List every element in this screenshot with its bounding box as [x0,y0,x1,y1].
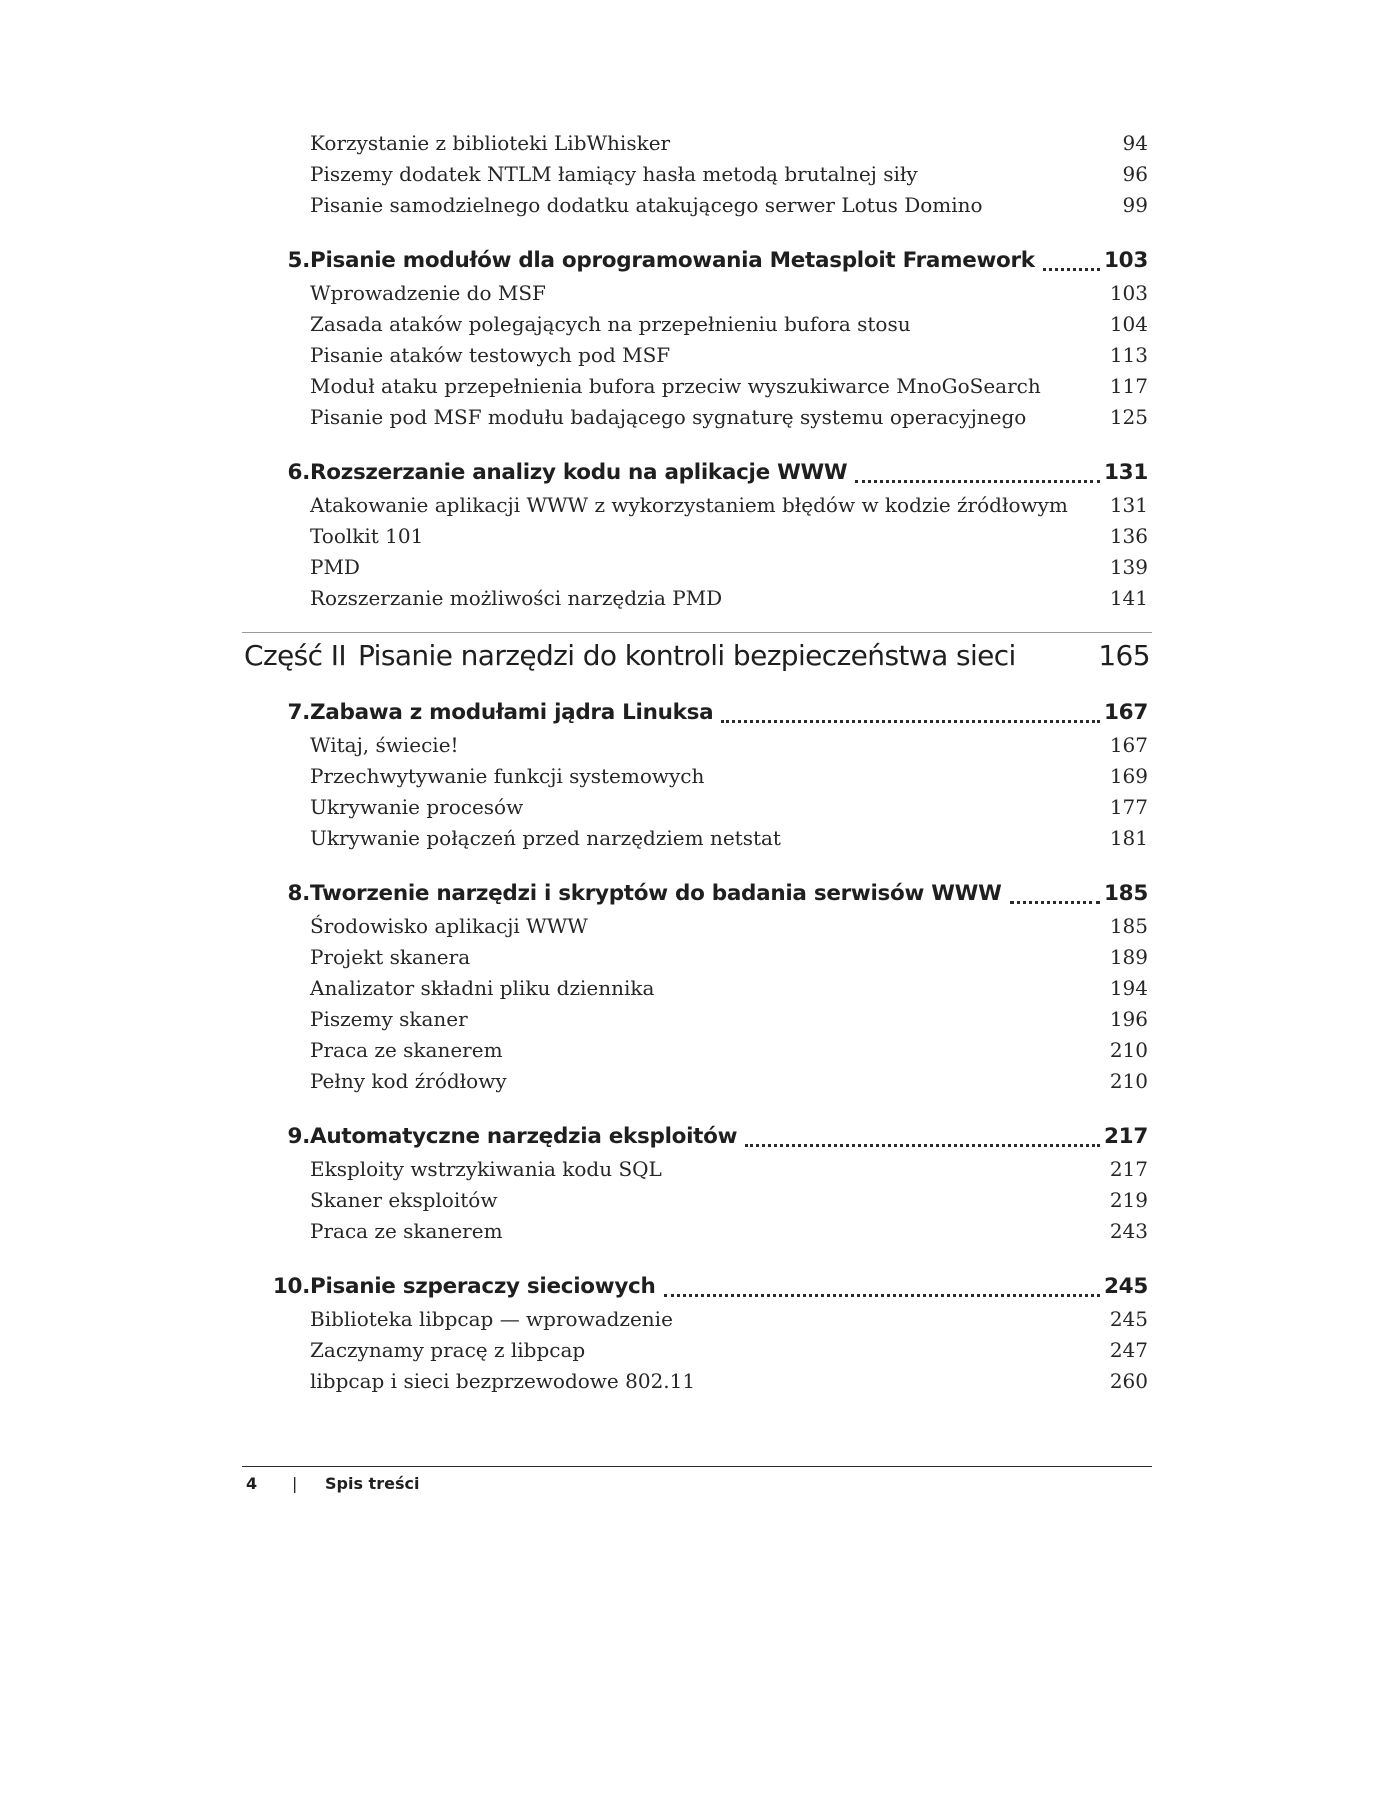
entry-page: 247 [1109,1338,1148,1362]
entry-title: Biblioteka libpcap — wprowadzenie [310,1307,673,1331]
entry-page: 99 [1122,193,1148,217]
chapter-page: 167 [1104,700,1148,725]
chapter-heading [240,1121,1148,1153]
chapter-title: Zabawa z modułami jądra Linuksa [310,700,714,725]
entry-page: 219 [1109,1188,1148,1212]
entry-page: 260 [1109,1369,1148,1393]
entry-title: Piszemy skaner [310,1007,468,1031]
part-title: Pisanie narzędzi do kontroli bezpieczeństwa sieci [358,639,1016,672]
footer-rule [242,1466,1152,1467]
chapter-page: 185 [1104,881,1148,906]
entry-page: 113 [1109,343,1148,367]
toc-entry [310,1304,1148,1334]
entry-page: 96 [1122,162,1148,186]
entry-page: 245 [1109,1307,1148,1331]
entry-title: Praca ze skanerem [310,1219,503,1243]
entry-page: 243 [1109,1219,1148,1243]
dot-leader [745,1144,1100,1147]
chapter-number: 7. [287,700,310,725]
entry-title: Toolkit 101 [310,524,424,548]
chapter-number: 9. [287,1124,310,1149]
entry-title: Środowisko aplikacji WWW [310,914,588,938]
toc-entry [310,371,1148,401]
chapter-number: 5. [287,248,310,273]
chapter-title: Automatyczne narzędzia eksploitów [310,1124,738,1149]
toc-entry [310,792,1148,822]
chapter-heading [240,878,1148,910]
toc-entry [310,942,1148,972]
entry-page: 131 [1109,493,1148,517]
entry-title: Rozszerzanie możliwości narzędzia PMD [310,586,723,610]
toc-entry [310,1185,1148,1215]
toc-entry [310,823,1148,853]
toc-entry [310,190,1148,220]
chapter-title: Pisanie modułów dla oprogramowania Metasploit Framework [310,248,1035,273]
chapter-page: 245 [1104,1274,1148,1299]
chapter-page: 131 [1104,460,1148,485]
chapter-number: 8. [287,881,310,906]
entry-page: 141 [1109,586,1148,610]
entry-page: 210 [1109,1069,1148,1093]
part-page: 165 [1098,639,1150,672]
chapter-title: Rozszerzanie analizy kodu na aplikacje WWW [310,460,848,485]
entry-page: 125 [1109,405,1148,429]
entry-page: 103 [1109,281,1148,305]
entry-title: Piszemy dodatek NTLM łamiący hasła metodą brutalnej siły [310,162,918,186]
entry-page: 136 [1109,524,1148,548]
entry-title: Zaczynamy pracę z libpcap [310,1338,586,1362]
entry-title: Wprowadzenie do MSF [310,281,546,305]
entry-page: 117 [1109,374,1148,398]
toc-entry [310,340,1148,370]
chapter-page: 103 [1104,248,1148,273]
toc-entry [310,583,1148,613]
entry-title: Projekt skanera [310,945,471,969]
entry-title: libpcap i sieci bezprzewodowe 802.11 [310,1369,696,1393]
entry-page: 194 [1109,976,1148,1000]
toc-entry [310,1035,1148,1065]
toc-entry [310,1066,1148,1096]
entry-title: Pisanie ataków testowych pod MSF [310,343,671,367]
entry-title: Eksploity wstrzykiwania kodu SQL [310,1157,662,1181]
chapter-heading [240,457,1148,489]
footer-section-title: Spis treści [325,1474,420,1493]
toc-entry [310,730,1148,760]
entry-title: Przechwytywanie funkcji systemowych [310,764,705,788]
footer-separator: | [292,1474,298,1493]
chapter-heading [240,697,1148,729]
chapter-title: Pisanie szperaczy sieciowych [310,1274,656,1299]
entry-title: Ukrywanie połączeń przed narzędziem netstat [310,826,781,850]
chapter-heading [240,1271,1148,1303]
entry-title: Pisanie samodzielnego dodatku atakującego serwer Lotus Domino [310,193,983,217]
entry-title: Moduł ataku przepełnienia bufora przeciw wyszukiwarce MnoGoSearch [310,374,1041,398]
entry-title: Ukrywanie procesów [310,795,524,819]
part-heading [244,634,1150,678]
toc-entry [310,552,1148,582]
part-label: Część II [244,639,347,672]
entry-title: Zasada ataków polegających na przepełnieniu bufora stosu [310,312,911,336]
entry-title: Atakowanie aplikacji WWW z wykorzystaniem błędów w kodzie źródłowym [310,493,1068,517]
toc-entry [310,1216,1148,1246]
entry-title: Analizator składni pliku dziennika [310,976,655,1000]
entry-title: Praca ze skanerem [310,1038,503,1062]
entry-page: 104 [1109,312,1148,336]
entry-page: 169 [1109,764,1148,788]
entry-title: Skaner eksploitów [310,1188,498,1212]
dot-leader [1010,901,1101,904]
toc-entry [310,911,1148,941]
toc-entry [310,973,1148,1003]
toc-entry [310,521,1148,551]
entry-page: 196 [1109,1007,1148,1031]
dot-leader [721,720,1100,723]
chapter-title: Tworzenie narzędzi i skryptów do badania serwisów WWW [310,881,1002,906]
chapter-page: 217 [1104,1124,1148,1149]
entry-page: 94 [1122,131,1148,155]
entry-page: 167 [1109,733,1148,757]
toc-entry [310,159,1148,189]
chapter-number: 10. [272,1274,310,1299]
entry-title: Pisanie pod MSF modułu badającego sygnaturę systemu operacyjnego [310,405,1027,429]
toc-entry [310,402,1148,432]
entry-page: 217 [1109,1157,1148,1181]
toc-entry [310,1335,1148,1365]
chapter-number: 6. [287,460,310,485]
entry-title: Korzystanie z biblioteki LibWhisker [310,131,671,155]
dot-leader [855,480,1100,483]
toc-entry [310,490,1148,520]
toc-entry [310,1366,1148,1396]
footer-page-number: 4 [246,1474,258,1493]
entry-page: 210 [1109,1038,1148,1062]
toc-entry [310,1154,1148,1184]
toc-entry [310,278,1148,308]
entry-page: 177 [1109,795,1148,819]
entry-page: 139 [1109,555,1148,579]
entry-page: 189 [1109,945,1148,969]
dot-leader [1043,268,1100,271]
part-divider [242,632,1152,633]
toc-entry [310,1004,1148,1034]
entry-title: PMD [310,555,360,579]
toc-entry [310,309,1148,339]
entry-title: Pełny kod źródłowy [310,1069,507,1093]
dot-leader [664,1294,1101,1297]
entry-page: 181 [1109,826,1148,850]
entry-page: 185 [1109,914,1148,938]
chapter-heading [240,245,1148,277]
entry-title: Witaj, świecie! [310,733,459,757]
toc-entry [310,761,1148,791]
toc-entry [310,128,1148,158]
